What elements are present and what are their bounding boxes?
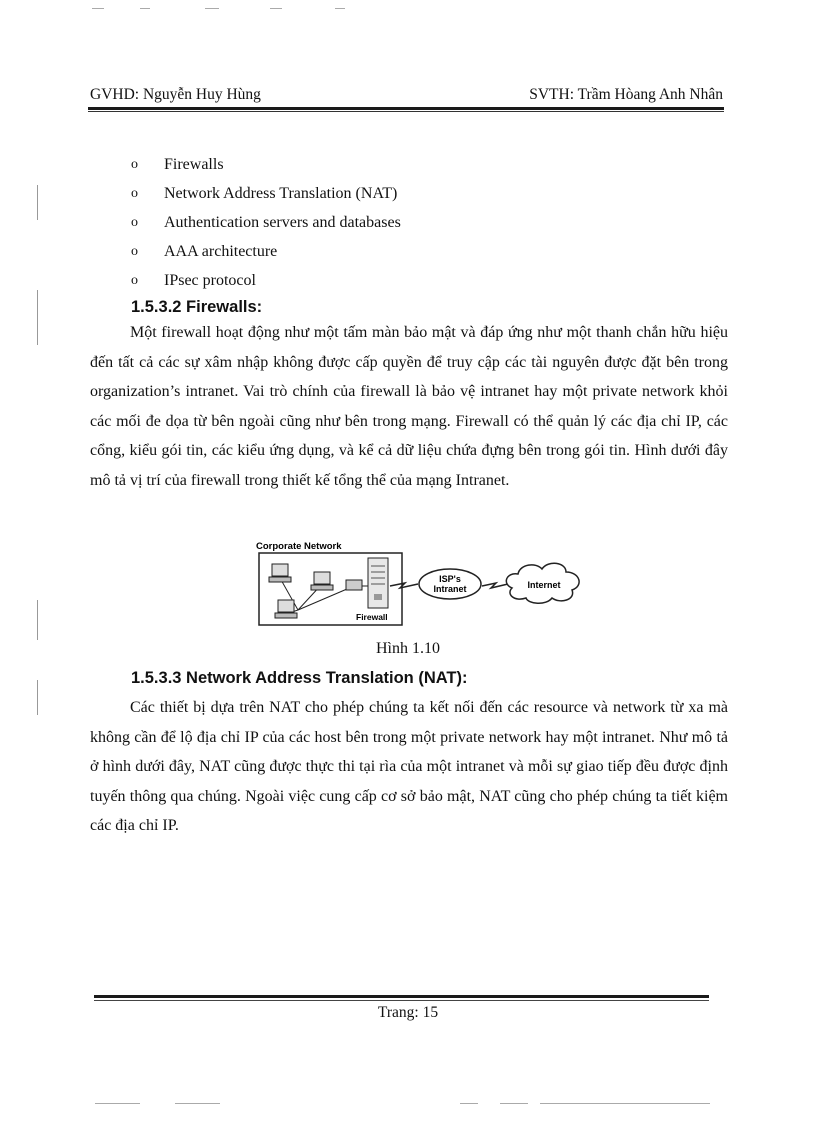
bullet-marker: o [131, 273, 138, 289]
corporate-network-label: Corporate Network [256, 541, 342, 552]
scan-artifact [37, 680, 38, 715]
network-diagram [250, 536, 600, 636]
bullet-marker: o [131, 156, 138, 172]
firewall-label: Firewall [356, 612, 388, 622]
list-item-text: Network Address Translation (NAT) [164, 184, 398, 202]
page-number: Trang: 15 [377, 1004, 439, 1021]
intranet-label: Intranet [433, 584, 467, 594]
scan-artifact [460, 1103, 478, 1104]
paragraph-firewalls: Một firewall hoạt động như một tấm màn bảo mật và đáp ứng như một thanh chắn hữu hiệu đến tất cả các sự xâm nhập không được cấp quyền để truy cập các tài nguyên được đặt bên trong organization’s intranet. Vai trò chính của firewall là bảo vệ intranet hay một private network khỏi các mối đe dọa từ bên ngoài cũng như bên trong mạng. Firewall có thể quản lý các địa chỉ IP, các cổng, kiểu gói tin, các kiểu ứng dụng, và kể cả dữ liệu chứa đựng bên trong gói tin. Hình dưới đây mô tả vị trí của firewall trong thiết kế tổng thể của mạng Intranet. [90, 324, 728, 489]
footer-rule-thin [94, 1000, 709, 1001]
computer-icon [311, 572, 333, 590]
bullet-marker: o [131, 244, 138, 260]
firewall-server-icon [368, 558, 388, 608]
list-item [131, 238, 401, 267]
section-heading-firewalls: 1.5.3.2 Firewalls: [131, 298, 263, 316]
scan-artifact [37, 185, 38, 220]
wan-link-icon [482, 583, 508, 588]
header-rule-thin [88, 111, 724, 112]
footer-rule [94, 995, 709, 998]
paragraph-nat: Các thiết bị dựa trên NAT cho phép chúng ta kết nối đến các resource và network từ xa mà không cần để lộ địa chỉ IP của các host bên trong một private network hay một intranet. Như mô tả ở hình dưới đây, NAT cũng được thực thi tại rìa của một intranet và mỗi sự giao tiếp đều được định tuyến thông qua chúng. Ngoài việc cung cấp cơ sở bảo mật, NAT cũng cho phép chúng ta tiết kiệm các địa chỉ IP. [90, 699, 728, 835]
header-rule [88, 107, 724, 110]
section-heading-nat: 1.5.3.3 Network Address Translation (NAT): [131, 669, 468, 687]
scan-artifact [140, 8, 150, 9]
scan-artifact [540, 1103, 710, 1104]
list-item-text: IPsec protocol [164, 272, 256, 290]
scan-artifact [95, 1103, 140, 1104]
scan-artifact [335, 8, 345, 9]
list-item [131, 267, 401, 296]
scan-artifact [92, 8, 104, 9]
isp-label: ISP's [439, 574, 461, 584]
computer-icon [269, 564, 291, 582]
header-supervisor: GVHD: Nguyễn Huy Hùng [90, 86, 261, 103]
list-item [131, 208, 401, 237]
scan-artifact [37, 290, 38, 345]
bullet-marker: o [131, 185, 138, 201]
wan-link-icon [390, 583, 418, 588]
bullet-list [131, 150, 401, 296]
bullet-marker: o [131, 214, 138, 230]
list-item [131, 179, 401, 208]
hub-icon [346, 580, 362, 590]
scan-artifact [37, 600, 38, 640]
computer-icon [275, 600, 297, 618]
scan-artifact [500, 1103, 528, 1104]
scan-artifact [175, 1103, 220, 1104]
header-student: SVTH: Trầm Hòang Anh Nhân [529, 86, 723, 103]
list-item-text: Firewalls [164, 155, 224, 173]
scan-artifact [205, 8, 219, 9]
list-item-text: AAA architecture [164, 243, 278, 261]
list-item [131, 150, 401, 179]
internet-label: Internet [527, 580, 561, 590]
list-item-text: Authentication servers and databases [164, 213, 401, 231]
scan-artifact [270, 8, 282, 9]
figure-caption: Hình 1.10 [376, 640, 440, 657]
